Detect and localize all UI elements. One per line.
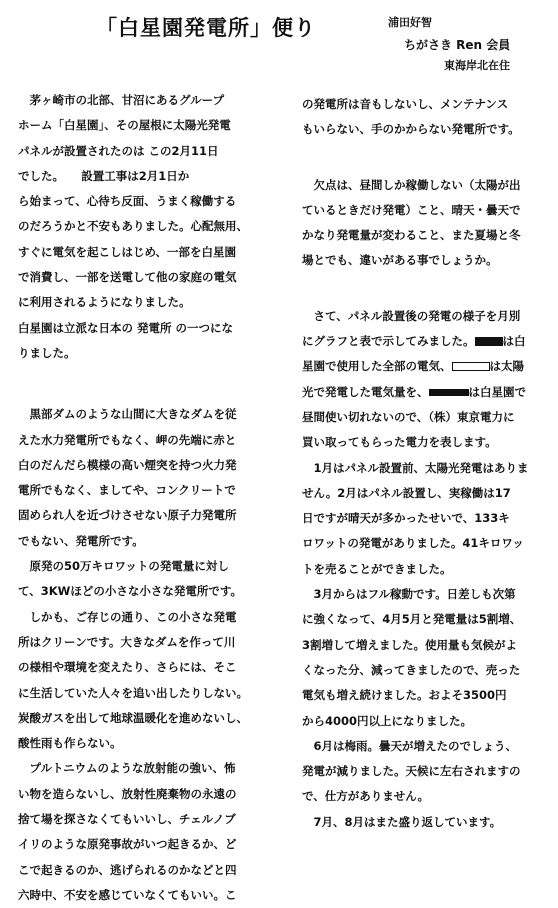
text-line: 白のだんだら模様の高い煙突を持つ火力発 xyxy=(18,457,237,472)
text-line: 昼間使い切れないので、（株）東京電力に xyxy=(302,409,515,424)
text-line: で、仕方がありません。 xyxy=(302,789,429,804)
author-address: 東海岸北在住 xyxy=(444,59,510,72)
text-line: 3割増して増えました。使用量も気候がよ xyxy=(302,637,517,652)
page-title: 「白星園発電所」便り xyxy=(96,16,316,40)
text-line: かなり発電量が変わること、また夏場と冬 xyxy=(302,228,521,243)
text-line: でした。 設置工事は2月1日か xyxy=(18,168,190,183)
text-segment: は白星園で xyxy=(468,384,526,399)
text-line: ホーム「白星園」、その屋根に太陽光発電 xyxy=(18,118,231,133)
text-line: 所はクリーンです。大きなダムを作って川 xyxy=(18,634,236,649)
text-line: 電所でもなく、ましてや、コンクリートで xyxy=(18,483,236,498)
text-segment: は太陽 xyxy=(489,359,524,374)
text-line: 場とでも、違いがある事でしょうか。 xyxy=(302,253,498,268)
text-line: しかも、ご存じの通り、この小さな発電 xyxy=(18,609,237,624)
text-line: 3月からはフル稼動です。日差しも次第 xyxy=(302,587,516,602)
text-line: 捨て場を探さなくてもいいし、チェルノブ xyxy=(18,812,236,827)
legend-sold-swatch xyxy=(429,389,469,396)
text-line: えた水力発電所でもなく、岬の先端に赤と xyxy=(18,432,237,447)
text-line: ら始まって、心待ち反面、うまく稼働する xyxy=(18,194,237,209)
author-organization: ちがさき Ren 会員 xyxy=(404,38,511,52)
text-line: 日ですが晴天が多かったせいで、133キ xyxy=(302,511,510,526)
text-line: の様相や環境を変えたり、さらには、そこ xyxy=(18,660,237,675)
legend-generation-swatch xyxy=(452,362,490,371)
text-line: 1月はパネル設置前、太陽光発電はありま xyxy=(302,460,529,475)
text-line: ているときだけ発電）こと、晴天・曇天で xyxy=(302,202,521,217)
text-line: すぐに電気を起こしはじめ、一部を白星園 xyxy=(18,244,237,259)
text-line: もいらない、手のかからない発電所です。 xyxy=(302,122,520,137)
text-line: て、3KWほどの小さな小さな発電所です。 xyxy=(18,584,242,599)
legend-line xyxy=(302,329,552,354)
text-line: ロワットの発電がありました。41キロワッ xyxy=(302,536,524,551)
text-line: 固められ人を近づけさせない原子力発電所 xyxy=(18,508,237,523)
text-line: の発電所は音もしないし、メンテナンス xyxy=(302,97,509,111)
legend-line xyxy=(302,380,552,405)
text-line: に強くなって、4月5月と発電量は5割増、 xyxy=(302,612,522,627)
text-line: のだろうかと不安もありました。心配無用、 xyxy=(18,219,248,234)
text-line: で消費し、一部を送電して他の家庭の電気 xyxy=(18,270,237,285)
text-line: くなった分、減ってきましたので、売った xyxy=(302,662,521,677)
right-column xyxy=(302,92,552,835)
text-segment: は白 xyxy=(502,334,526,349)
text-line: 6月は梅雨。曇天が増えたのでしょう、 xyxy=(302,738,517,753)
text-line: に生活していた人々を追い出したりしない。 xyxy=(18,685,248,700)
text-line: 六時中、不安を感じていなくてもいい。こ xyxy=(18,887,237,902)
text-line: 発電が減りました。天候に左右されますの xyxy=(302,764,521,779)
text-line: い物を造らないし、放射性廃棄物の永遠の xyxy=(18,786,237,801)
text-line: パネルが設置されたのは この2月11日 xyxy=(18,143,219,158)
text-line: 原発の50万キロワットの発電量に対し xyxy=(18,559,229,574)
text-line: トを売ることができました。 xyxy=(302,561,452,576)
text-line: でもない、発電所です。 xyxy=(18,533,144,548)
legend-line xyxy=(302,354,552,379)
text-line: イリのような原発事故がいつ起きるか、ど xyxy=(18,837,237,852)
text-segment: にグラフと表で示してみました。 xyxy=(302,334,475,349)
text-line: こで起きるのか、逃げられるのかなどと四 xyxy=(18,862,237,877)
text-line: 茅ヶ崎市の北部、甘沼にあるグループ xyxy=(18,93,225,107)
text-segment: 光で発電した電気量を、 xyxy=(302,384,429,399)
text-line: 酸性雨も作らない。 xyxy=(18,736,122,751)
text-line: りました。 xyxy=(18,345,76,360)
text-line: 炭酸ガスを出して地球温暖化を進めないし、 xyxy=(18,710,248,725)
text-line: 7月、8月はまた盛り返しています。 xyxy=(302,814,502,829)
text-line: 黒部ダムのような山間に大きなダムを従 xyxy=(18,407,237,422)
text-line: 電気も増え続けました。およそ3500円 xyxy=(302,688,507,703)
text-line: さて、パネル設置後の発電の様子を月別 xyxy=(302,308,521,323)
legend-usage-swatch xyxy=(475,337,503,346)
text-line: せん。2月はパネル設置し、実稼働は17 xyxy=(302,485,511,500)
text-line: から4000円以上になりました。 xyxy=(302,713,473,728)
text-line: に利用されるようになりました。 xyxy=(18,295,191,310)
left-column xyxy=(18,88,280,908)
text-line: 白星園は立派な日本の 発電所 の一つにな xyxy=(18,320,234,335)
text-line: プルトニウムのような放射能の強い、怖 xyxy=(18,761,236,776)
text-line: 買い取ってもらった電力を表します。 xyxy=(302,435,497,450)
text-segment: 星園で使用した全部の電気、 xyxy=(302,359,452,374)
author-block xyxy=(388,14,548,73)
author-name: 浦田好智 xyxy=(388,16,432,29)
text-line: 欠点は、昼間しか稼働しない（太陽が出 xyxy=(302,177,521,192)
